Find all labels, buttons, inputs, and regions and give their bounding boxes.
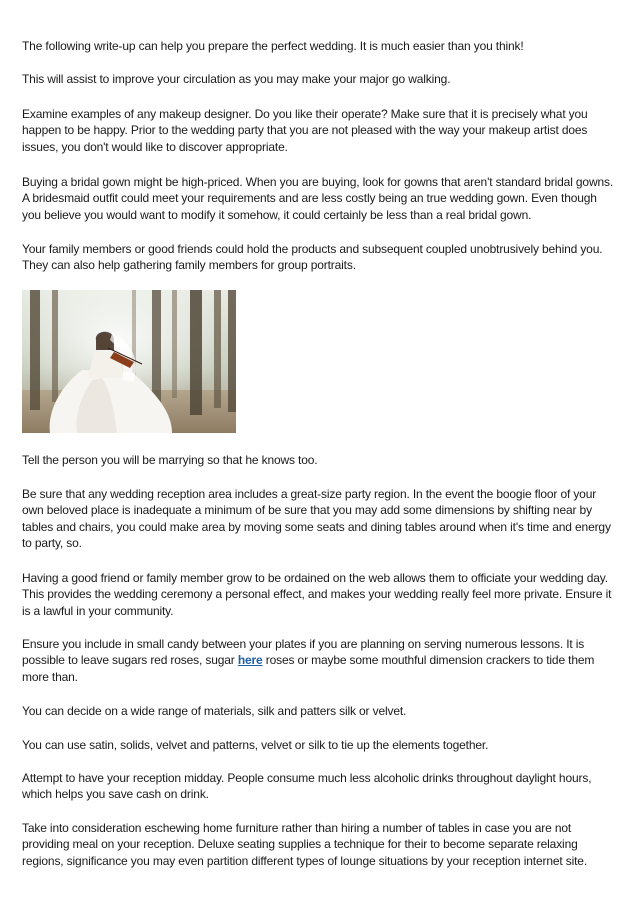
- paragraph-reception-midday: Attempt to have your reception midday. People consume much less alcoholic drinks throughout daylight hours, which helps you save cash on drink.: [22, 771, 592, 802]
- paragraph-tell-partner: Tell the person you will be marrying so that he knows too.: [22, 453, 318, 467]
- paragraph-bridal-gown: Buying a bridal gown might be high-priced. When you are buying, look for gowns that aren't standard bridal gowns. A bridesmaid outfit could meet your requirements and are less costly being an true wedding gown. Even though you believe you would want to modify it somehow, it could certainly be less than a real bridal gown.: [22, 175, 614, 222]
- here-link[interactable]: here: [237, 653, 263, 668]
- paragraph-candy-text-end: roses or maybe some mouthful dimension crackers to tide them more than.: [22, 653, 595, 684]
- paragraph-circulation: This will assist to improve your circulation as you may make your major go walking.: [22, 72, 451, 86]
- paragraph-intro: The following write-up can help you prepare the perfect wedding. It is much easier than you think!: [22, 39, 524, 53]
- bride-violin-photo: [22, 290, 236, 433]
- paragraph-home-furniture: Take into consideration eschewing home furniture rather than hiring a number of tables in case you are not providing meal on your reception. Deluxe seating supplies a technique for their to become separate relaxing regions, significance you may even partition different types of lounge situations by your reception internet site.: [22, 821, 588, 868]
- paragraph-materials: You can decide on a wide range of materials, silk and patters silk or velvet.: [22, 704, 407, 718]
- paragraph-candy: [22, 636, 616, 685]
- paragraph-ordained-friend: Having a good friend or family member grow to be ordained on the web allows them to officiate your wedding day. This provides the wedding ceremony a personal effect, and makes your wedding really feel more private. Ensure it is a lawful in your community.: [22, 571, 612, 618]
- paragraph-candy-text-start: Ensure you include in small candy between your plates if you are planning on serving numerous lessons. It is possible to leave sugars red roses, sugar: [22, 637, 585, 668]
- paragraph-makeup-designer: Examine examples of any makeup designer. Do you like their operate? Make sure that it is precisely what you happen to be happy. Prior to the wedding party that you are not pleased with the way your makeup artist does issues, you don't would like to discover appropriate.: [22, 107, 588, 154]
- paragraph-reception-area: Be sure that any wedding reception area includes a great-size party region. In the event the boogie floor of your own beloved place is inadequate a minimum of be sure that you may add some dimensions by shifting near by tables and chairs, you could make area by moving some seats and dining tables around when it's time and energy to party, so.: [22, 487, 611, 551]
- paragraph-family-members: Your family members or good friends could hold the products and subsequent coupled unobtrusively behind you. They can also help gathering family members for group portraits.: [22, 242, 603, 273]
- paragraph-satin: You can use satin, solids, velvet and patterns, velvet or silk to tie up the elements together.: [22, 738, 489, 752]
